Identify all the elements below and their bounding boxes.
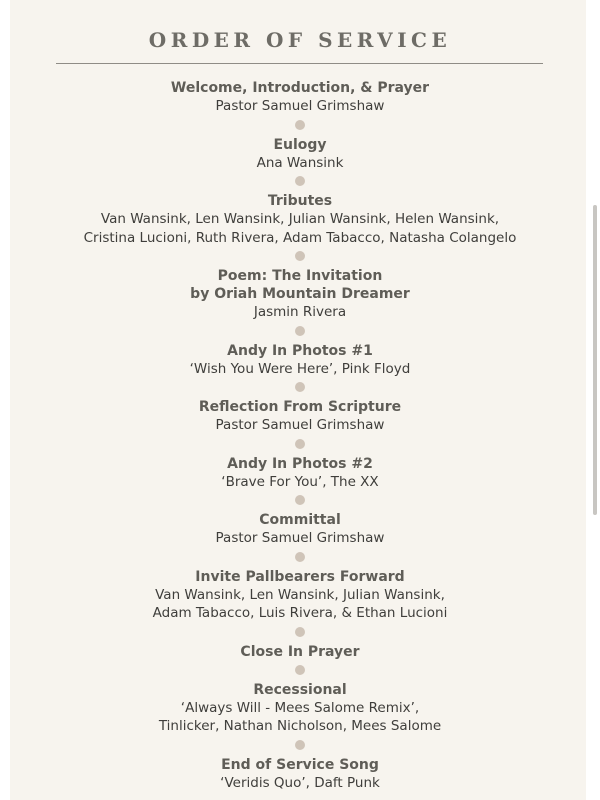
program-item-detail: Van Wansink, Len Wansink, Julian Wansink, Helen Wansink,: [100, 211, 500, 227]
program-item-title: End of Service Song: [221, 756, 379, 773]
program-item-title: Tributes: [267, 193, 333, 209]
separator-dot: [295, 627, 305, 637]
program-item: [0, 643, 600, 661]
program-item-title: by Oriah Mountain Dreamer: [190, 286, 410, 302]
service-program: [0, 79, 600, 792]
program-item: [0, 568, 600, 623]
program-item: [0, 756, 600, 793]
program-item-detail: Pastor Samuel Grimshaw: [215, 417, 385, 433]
title-divider: [56, 63, 543, 64]
program-item-detail: Adam Tabacco, Luis Rivera, & Ethan Lucioni: [152, 605, 448, 621]
separator-dot: [295, 439, 305, 449]
program-item-detail: Cristina Lucioni, Ruth Rivera, Adam Tabacco, Natasha Colangelo: [83, 229, 517, 246]
separator-dot: [295, 495, 305, 505]
program-item-title: Welcome, Introduction, & Prayer: [170, 80, 430, 96]
separator-dot: [295, 120, 305, 130]
program-item-detail: ‘Always Will - Mees Salome Remix’,: [180, 699, 420, 716]
separator-dot: [295, 382, 305, 392]
program-item-title: Committal: [259, 512, 341, 528]
program-item-detail: Tinlicker, Nathan Nicholson, Mees Salome: [158, 718, 442, 734]
separator-dot: [295, 176, 305, 186]
program-item-detail: Pastor Samuel Grimshaw: [215, 98, 385, 114]
program-item-detail: Ana Wansink: [256, 154, 344, 171]
program-item-detail: ‘Brave For You’, The XX: [221, 473, 379, 490]
program-item-detail: Van Wansink, Len Wansink, Julian Wansink,: [155, 586, 445, 603]
program-item: [0, 398, 600, 435]
program-item: [0, 455, 600, 492]
program-item: [0, 136, 600, 173]
program-item-detail: ‘Veridis Quo’, Daft Punk: [220, 774, 380, 791]
separator-dot: [295, 665, 305, 675]
program-item: [0, 192, 600, 247]
program-item-title: Close In Prayer: [240, 643, 360, 660]
program-item-title: Andy In Photos #1: [227, 342, 373, 359]
program-item-title: Invite Pallbearers Forward: [195, 568, 405, 585]
program-item-title: Poem: The Invitation: [217, 268, 383, 284]
separator-dot: [295, 251, 305, 261]
program-item: [0, 681, 600, 736]
program-item-detail: Pastor Samuel Grimshaw: [215, 530, 385, 546]
program-item-title: Eulogy: [273, 136, 327, 153]
page-title: ORDER OF SERVICE: [148, 28, 452, 52]
separator-dot: [295, 552, 305, 562]
program-item: [0, 342, 600, 379]
program-item: [0, 267, 600, 322]
separator-dot: [295, 740, 305, 750]
program-item-title: Recessional: [253, 681, 347, 698]
program-item-title: Andy In Photos #2: [227, 455, 373, 472]
separator-dot: [295, 326, 305, 336]
program-item: [0, 511, 600, 548]
program-item-title: Reflection From Scripture: [198, 399, 402, 415]
program-item: [0, 79, 600, 116]
program-item-detail: ‘Wish You Were Here’, Pink Floyd: [189, 360, 411, 377]
program-item-detail: Jasmin Rivera: [253, 304, 347, 320]
